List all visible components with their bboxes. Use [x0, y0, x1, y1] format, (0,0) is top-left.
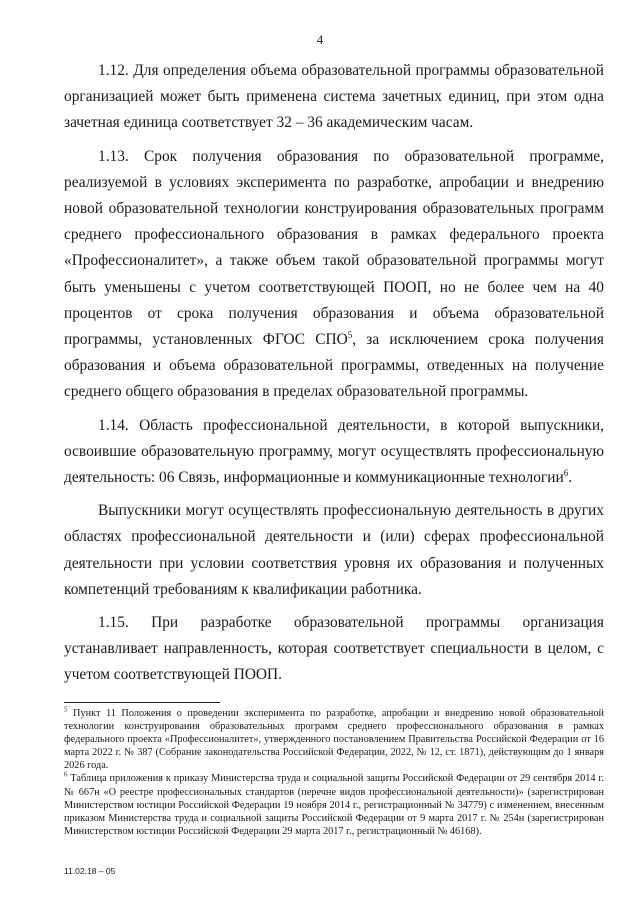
paragraph-1-14 [64, 413, 604, 492]
footnote-6-text: Таблица приложения к приказу Министерства труда и социальной защиты Российской Федерации от 29 сентября 2014 г. № 667н «О реестре профессиональных стандартов (перечне видов профессиональной деятельности)» (зарегистрирован Министерством юстиции Российской Федерации 19 ноября 2014 г., регистрационный № 34779) с изменением, внесенным приказом Министерства труда и социальной защиты Российской Федерации от 9 марта 2017 г. № 254н (зарегистрирован Министерством юстиции Российской Федерации 29 марта 2017 г., регистрационный № 46168). [64, 773, 604, 837]
footnote-6 [64, 772, 604, 837]
footnote-mark-5: 5 [64, 705, 68, 714]
paragraph-1-13 [64, 144, 604, 406]
paragraph-1-13-text-a: 1.13. Срок получения образования по образовательной программе, реализуемой в условиях эксперимента по разработке, апробации и внедрению новой образовательной технологии конструирования образовательных программ среднего профессионального образования в рамках федерального проекта «Профессионалитет», а также объем такой образовательной программы могут быть уменьшены с учетом соответствующей ПООП, но не более чем на 40 процентов от срока получения образования и объема образовательной программы, установленных ФГОС СПО [64, 147, 604, 349]
body-text [64, 58, 604, 696]
paragraph-1-14-text-a: 1.14. Область профессиональной деятельности, в которой выпускники, освоившие образовательную программу, могут осуществлять профессиональную деятельность: 06 Связь, информационные и коммуникационные технологии [64, 416, 604, 487]
footnote-ref-6[interactable]: 6 [563, 467, 569, 478]
paragraph-1-14-text-b: . [568, 469, 573, 487]
footnote-separator [64, 702, 220, 703]
footnote-5-text: Пункт 11 Положения о проведении эксперимента по разработке, апробации и внедрению новой образовательной технологии конструирования образовательных программ среднего профессионального образования в рамках федерального проекта «Профессионалитет», утвержденного постановлением Правительства Российской Федерации от 16 марта 2022 г. № 387 (Собрание законодательства Российской Федерации, 2022, № 12, ст. 1871), действующим до 1 января 2026 года. [64, 708, 604, 772]
footnote-mark-6: 6 [64, 771, 68, 780]
paragraph-graduates: Выпускники могут осуществлять профессиональную деятельность в других областях профессиональной деятельности и (или) сферах профессиональной деятельности при условии соответствия уровня их образования и полученных компетенций требованиям к квалификации работника. [64, 502, 604, 598]
document-code: 11.02.18 – 05 [64, 866, 116, 876]
footnotes [64, 707, 604, 838]
page-number: 4 [316, 32, 324, 47]
footnote-5 [64, 707, 604, 772]
footnote-ref-5[interactable]: 5 [347, 329, 353, 340]
paragraph-1-15: 1.15. При разработке образовательной программы организация устанавливает направленность, которая соответствует специальности в целом, с учетом соответствующей ПООП. [64, 614, 604, 684]
paragraph-1-12: 1.12. Для определения объема образовательной программы образовательной организацией может быть применена система зачетных единиц, при этом одна зачетная единица соответствует 32 – 36 академическим часам. [64, 62, 604, 132]
paragraph-1-13-text-b: , за исключением срока получения образования и объема образовательной программы, отведенных на получение среднего общего образования в пределах образовательной программы. [64, 331, 604, 401]
